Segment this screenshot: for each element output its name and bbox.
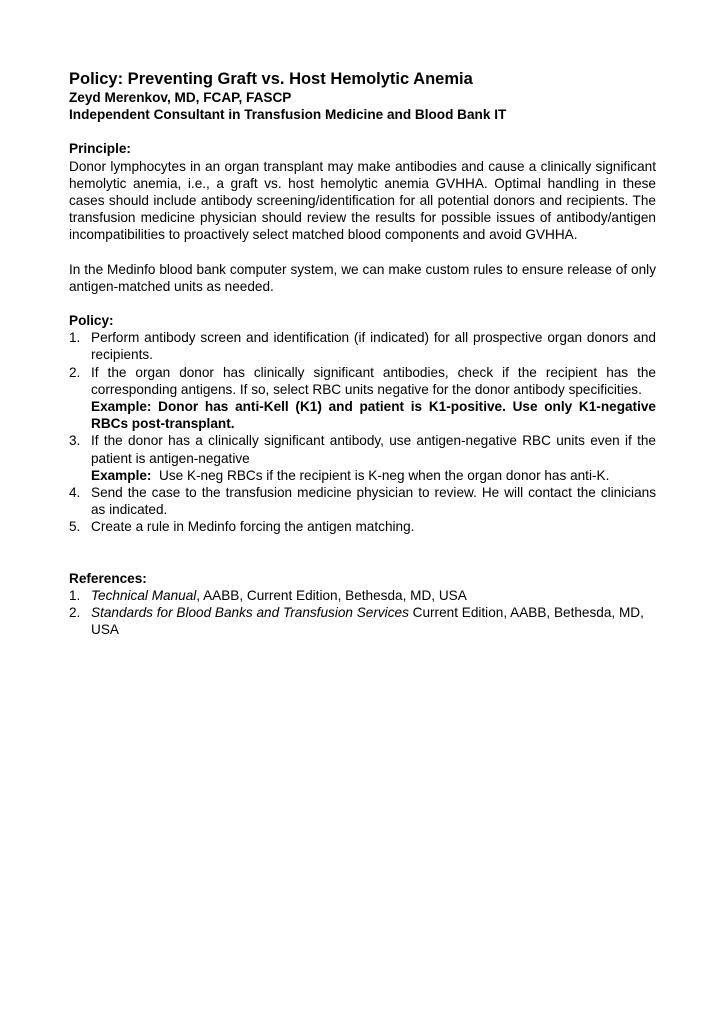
principle-paragraph: Donor lymphocytes in an organ transplant may make antibodies and cause a clinically significant hemolytic anemia, i.e., a graft vs. host hemolytic anemia GVHHA. Optimal handling in these cases should include antibody screening/identification for all potential donors and recipients. The transfusion medicine physician should review the results for possible issues of antibody/antigen incompatibilities to proactively select matched blood components and avoid GVHHA. <box>69 158 656 243</box>
list-number: 3. <box>69 433 81 449</box>
affiliation-line: Independent Consultant in Transfusion Medicine and Blood Bank IT <box>69 107 507 123</box>
policy-example: Example: Donor has anti-Kell (K1) and patient is K1-positive. Use only K1-negative RBCs post-transplant. <box>91 399 656 432</box>
list-number: 4. <box>69 485 81 501</box>
policy-item-4 <box>69 484 656 518</box>
list-number: 5. <box>69 519 81 535</box>
references-heading: References: <box>69 570 147 586</box>
medinfo-paragraph: In the Medinfo blood bank computer system, we can make custom rules to ensure release of only antigen-matched units as needed. <box>69 261 656 294</box>
reference-text <box>91 587 656 604</box>
principle-heading: Principle: <box>69 141 131 157</box>
policy-item-text: If the donor has a clinically significant antibody, use antigen-negative RBC units even if the patient is antigen-negative <box>91 433 656 466</box>
policy-list <box>69 329 656 535</box>
reference-title: Technical Manual <box>91 587 197 603</box>
references-section <box>69 570 656 639</box>
spacer <box>69 295 656 312</box>
reference-text <box>91 604 656 638</box>
spacer <box>69 244 656 261</box>
reference-item-1 <box>69 587 656 604</box>
policy-section <box>69 312 656 536</box>
policy-heading: Policy: <box>69 313 114 329</box>
example-label: Example: <box>91 467 152 483</box>
reference-details: , AABB, Current Edition, Bethesda, MD, USA <box>196 587 467 603</box>
reference-details: Current Edition, AABB, Bethesda, MD, USA <box>91 605 648 638</box>
policy-example <box>91 467 656 484</box>
spacer <box>69 536 656 553</box>
reference-item-2 <box>69 604 656 638</box>
policy-item-5 <box>69 518 656 535</box>
references-list <box>69 587 656 639</box>
list-number: 2. <box>69 605 81 621</box>
policy-item-text: Create a rule in Medinfo forcing the antigen matching. <box>91 519 415 535</box>
spacer <box>69 553 656 570</box>
reference-title: Standards for Blood Banks and Transfusion Services <box>91 605 409 621</box>
policy-item-text: Send the case to the transfusion medicine physician to review. He will contact the clinicians as indicated. <box>91 485 656 518</box>
policy-item-text: Perform antibody screen and identification (if indicated) for all prospective organ donors and recipients. <box>91 330 656 363</box>
list-number: 1. <box>69 587 81 603</box>
author-line: Zeyd Merenkov, MD, FCAP, FASCP <box>69 90 292 105</box>
list-number: 1. <box>69 330 81 346</box>
example-text: Use K-neg RBCs if the recipient is K-neg when the organ donor has anti-K. <box>151 467 610 483</box>
spacer <box>69 123 656 140</box>
policy-item-2 <box>69 364 656 433</box>
policy-item-1 <box>69 329 656 363</box>
policy-item-3 <box>69 432 656 484</box>
list-number: 2. <box>69 364 81 380</box>
policy-item-text: If the organ donor has clinically significant antibodies, check if the recipient has the corresponding antigens. If so, select RBC units negative for the donor antibody specificities. <box>91 364 656 397</box>
principle-section <box>69 140 656 295</box>
document-page <box>69 70 656 638</box>
document-title: Policy: Preventing Graft vs. Host Hemolytic Anemia <box>69 70 473 88</box>
